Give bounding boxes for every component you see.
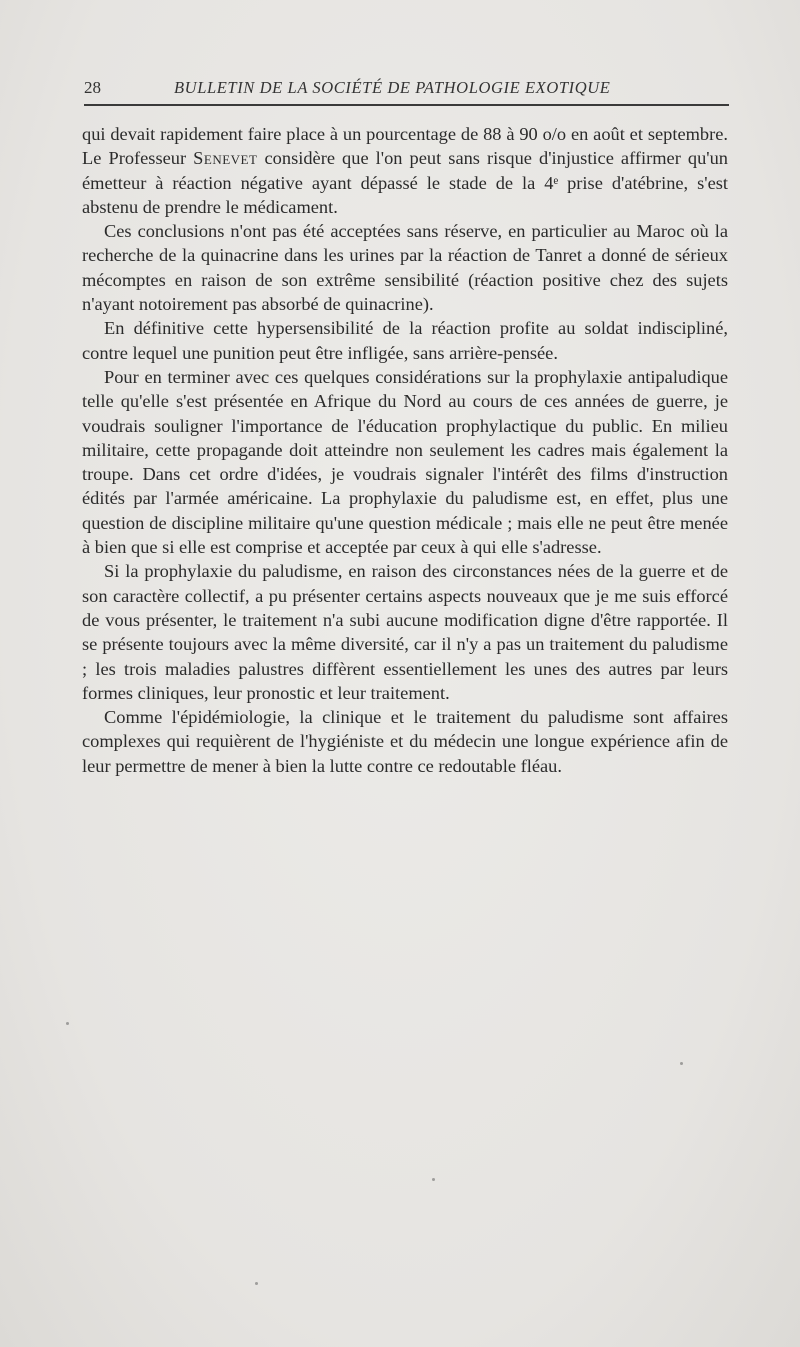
author-name: Senevet <box>193 148 258 169</box>
paragraph-4: Pour en terminer avec ces quelques considérations sur la prophylaxie antipaludique telle qu'elle s'est présentée en Afrique du Nord au cours de ces années de guerre, je voudrais souligner l'importance de l'éducation prophylactique du public. En milieu militaire, cette propagande doit atteindre non seulement les cadres mais également la troupe. Dans cet ordre d'idées, je voudrais signaler l'intérêt des films d'instruction édités par l'armée américaine. La prophylaxie du paludisme est, en effet, plus une question de discipline militaire qu'une question médicale ; mais elle ne peut être menée à bien que si elle est comprise et acceptée par ceux à qui elle s'adresse. <box>82 366 728 558</box>
paper-speck <box>255 1282 258 1285</box>
body-text <box>82 122 728 778</box>
running-title: BULLETIN DE LA SOCIÉTÉ DE PATHOLOGIE EXOTIQUE <box>174 78 611 97</box>
paragraph-5: Si la prophylaxie du paludisme, en raison des circonstances nées de la guerre et de son caractère collectif, a pu présenter certains aspects nouveaux que je me suis efforcé de vous présenter, le traitement n'a subi aucune modification digne d'être rapportée. Il se présente toujours avec la même diversité, car il n'y a pas un traitement du paludisme ; les trois maladies palustres diffèrent essentiellement les unes des autres par leurs formes cliniques, leur pronostic et leur traitement. <box>82 561 728 703</box>
paragraph-1-before: qui devait rapidement faire place à un pourcentage de 88 à 90 o/o en août et septembre. Le Professeur <box>82 124 728 169</box>
paragraph-3: En définitive cette hypersensibilité de la réaction profite au soldat indiscipliné, contre lequel une punition peut être infligée, sans arrière-pensée. <box>82 318 728 363</box>
page-number: 28 <box>84 78 101 97</box>
paper-speck <box>680 1062 683 1065</box>
page-header <box>84 78 729 106</box>
paragraph-1-after: considère que l'on peut sans risque d'injustice affirmer qu'un émetteur à réaction négative ayant dépassé le stade de la 4ᵉ prise d'atébrine, s'est abstenu de prendre le médicament. <box>82 148 728 217</box>
paragraph-6: Comme l'épidémiologie, la clinique et le traitement du paludisme sont affaires complexes qui requièrent de l'hygiéniste et du médecin une longue expérience afin de leur permettre de mener à bien la lutte contre ce redoutable fléau. <box>82 707 728 776</box>
paragraph-1 <box>82 122 728 219</box>
paper-speck <box>432 1178 435 1181</box>
paper-speck <box>66 1022 69 1025</box>
paragraph-2: Ces conclusions n'ont pas été acceptées sans réserve, en particulier au Maroc où la recherche de la quinacrine dans les urines par la réaction de Tanret a donné de sérieux mécomptes en raison de son extrême sensibilité (réaction positive chez des sujets n'ayant notoirement pas absorbé de quinacrine). <box>82 221 728 315</box>
